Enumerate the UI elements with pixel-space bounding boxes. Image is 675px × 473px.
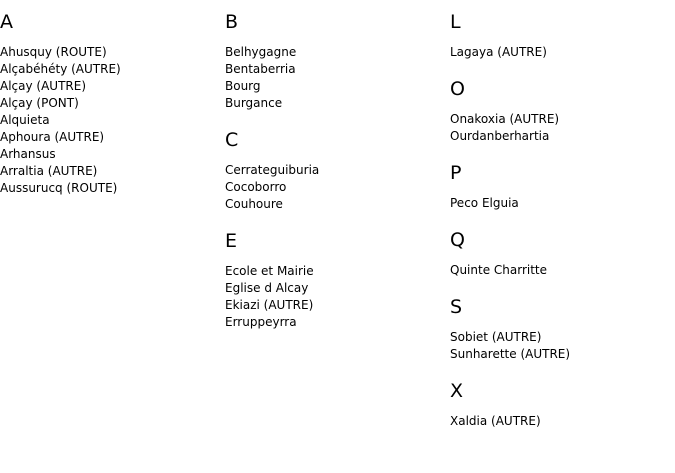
letter-group-b [225, 10, 445, 112]
list-item[interactable]: Aussurucq (ROUTE) [0, 181, 118, 195]
list-item[interactable]: Eglise d Alcay [225, 281, 309, 295]
entry-list [450, 195, 670, 212]
entry-list [225, 44, 445, 112]
list-item[interactable]: Ecole et Mairie [225, 264, 314, 278]
list-item[interactable]: Sobiet (AUTRE) [450, 330, 542, 344]
list-item[interactable]: Ourdanberhartia [450, 129, 550, 143]
entry-list [450, 111, 670, 145]
letter-group-p [450, 161, 670, 212]
group-letter: B [225, 11, 239, 33]
list-item[interactable]: Cerrateguiburia [225, 163, 320, 177]
list-item[interactable]: Onakoxia (AUTRE) [450, 112, 560, 126]
index-column-1 [0, 10, 220, 213]
list-item[interactable]: Arraltia (AUTRE) [0, 164, 98, 178]
entry-list [225, 162, 445, 213]
list-item[interactable]: Couhoure [225, 197, 283, 211]
list-item[interactable]: Aphoura (AUTRE) [0, 130, 105, 144]
group-letter: P [450, 162, 462, 184]
index-column-2 [225, 10, 445, 347]
letter-group-c [225, 128, 445, 213]
list-item[interactable]: Ahusquy (ROUTE) [0, 45, 107, 59]
entry-list [450, 413, 670, 430]
group-letter: S [450, 296, 463, 318]
list-item[interactable]: Lagaya (AUTRE) [450, 45, 547, 59]
letter-group-x [450, 379, 670, 430]
entry-list [450, 44, 670, 61]
letter-group-s [450, 295, 670, 363]
list-item[interactable]: Alquieta [0, 113, 50, 127]
group-letter: Q [450, 229, 465, 251]
entry-list [225, 263, 445, 331]
list-item[interactable]: Bentaberria [225, 62, 296, 76]
group-letter: L [450, 11, 461, 33]
index-column-3 [450, 10, 670, 446]
group-letter: X [450, 380, 464, 402]
list-item[interactable]: Alçay (AUTRE) [0, 79, 87, 93]
group-letter: C [225, 129, 239, 151]
group-letter: O [450, 78, 465, 100]
list-item[interactable]: Sunharette (AUTRE) [450, 347, 571, 361]
entry-list [450, 262, 670, 279]
group-letter: A [0, 11, 13, 33]
letter-group-l [450, 10, 670, 61]
group-letter: E [225, 230, 238, 252]
entry-list [450, 329, 670, 363]
list-item[interactable]: Ekiazi (AUTRE) [225, 298, 314, 312]
letter-group-o [450, 77, 670, 145]
list-item[interactable]: Peco Elguia [450, 196, 519, 210]
list-item[interactable]: Arhansus [0, 147, 56, 161]
list-item[interactable]: Erruppeyrra [225, 315, 297, 329]
letter-group-a [0, 10, 220, 197]
list-item[interactable]: Burgance [225, 96, 283, 110]
letter-group-e [225, 229, 445, 331]
entry-list [0, 44, 220, 197]
list-item[interactable]: Xaldia (AUTRE) [450, 414, 541, 428]
list-item[interactable]: Alçay (PONT) [0, 96, 79, 110]
list-item[interactable]: Quinte Charritte [450, 263, 548, 277]
list-item[interactable]: Alçabéhéty (AUTRE) [0, 62, 121, 76]
list-item[interactable]: Belhygagne [225, 45, 297, 59]
list-item[interactable]: Cocoborro [225, 180, 287, 194]
letter-group-q [450, 228, 670, 279]
list-item[interactable]: Bourg [225, 79, 261, 93]
